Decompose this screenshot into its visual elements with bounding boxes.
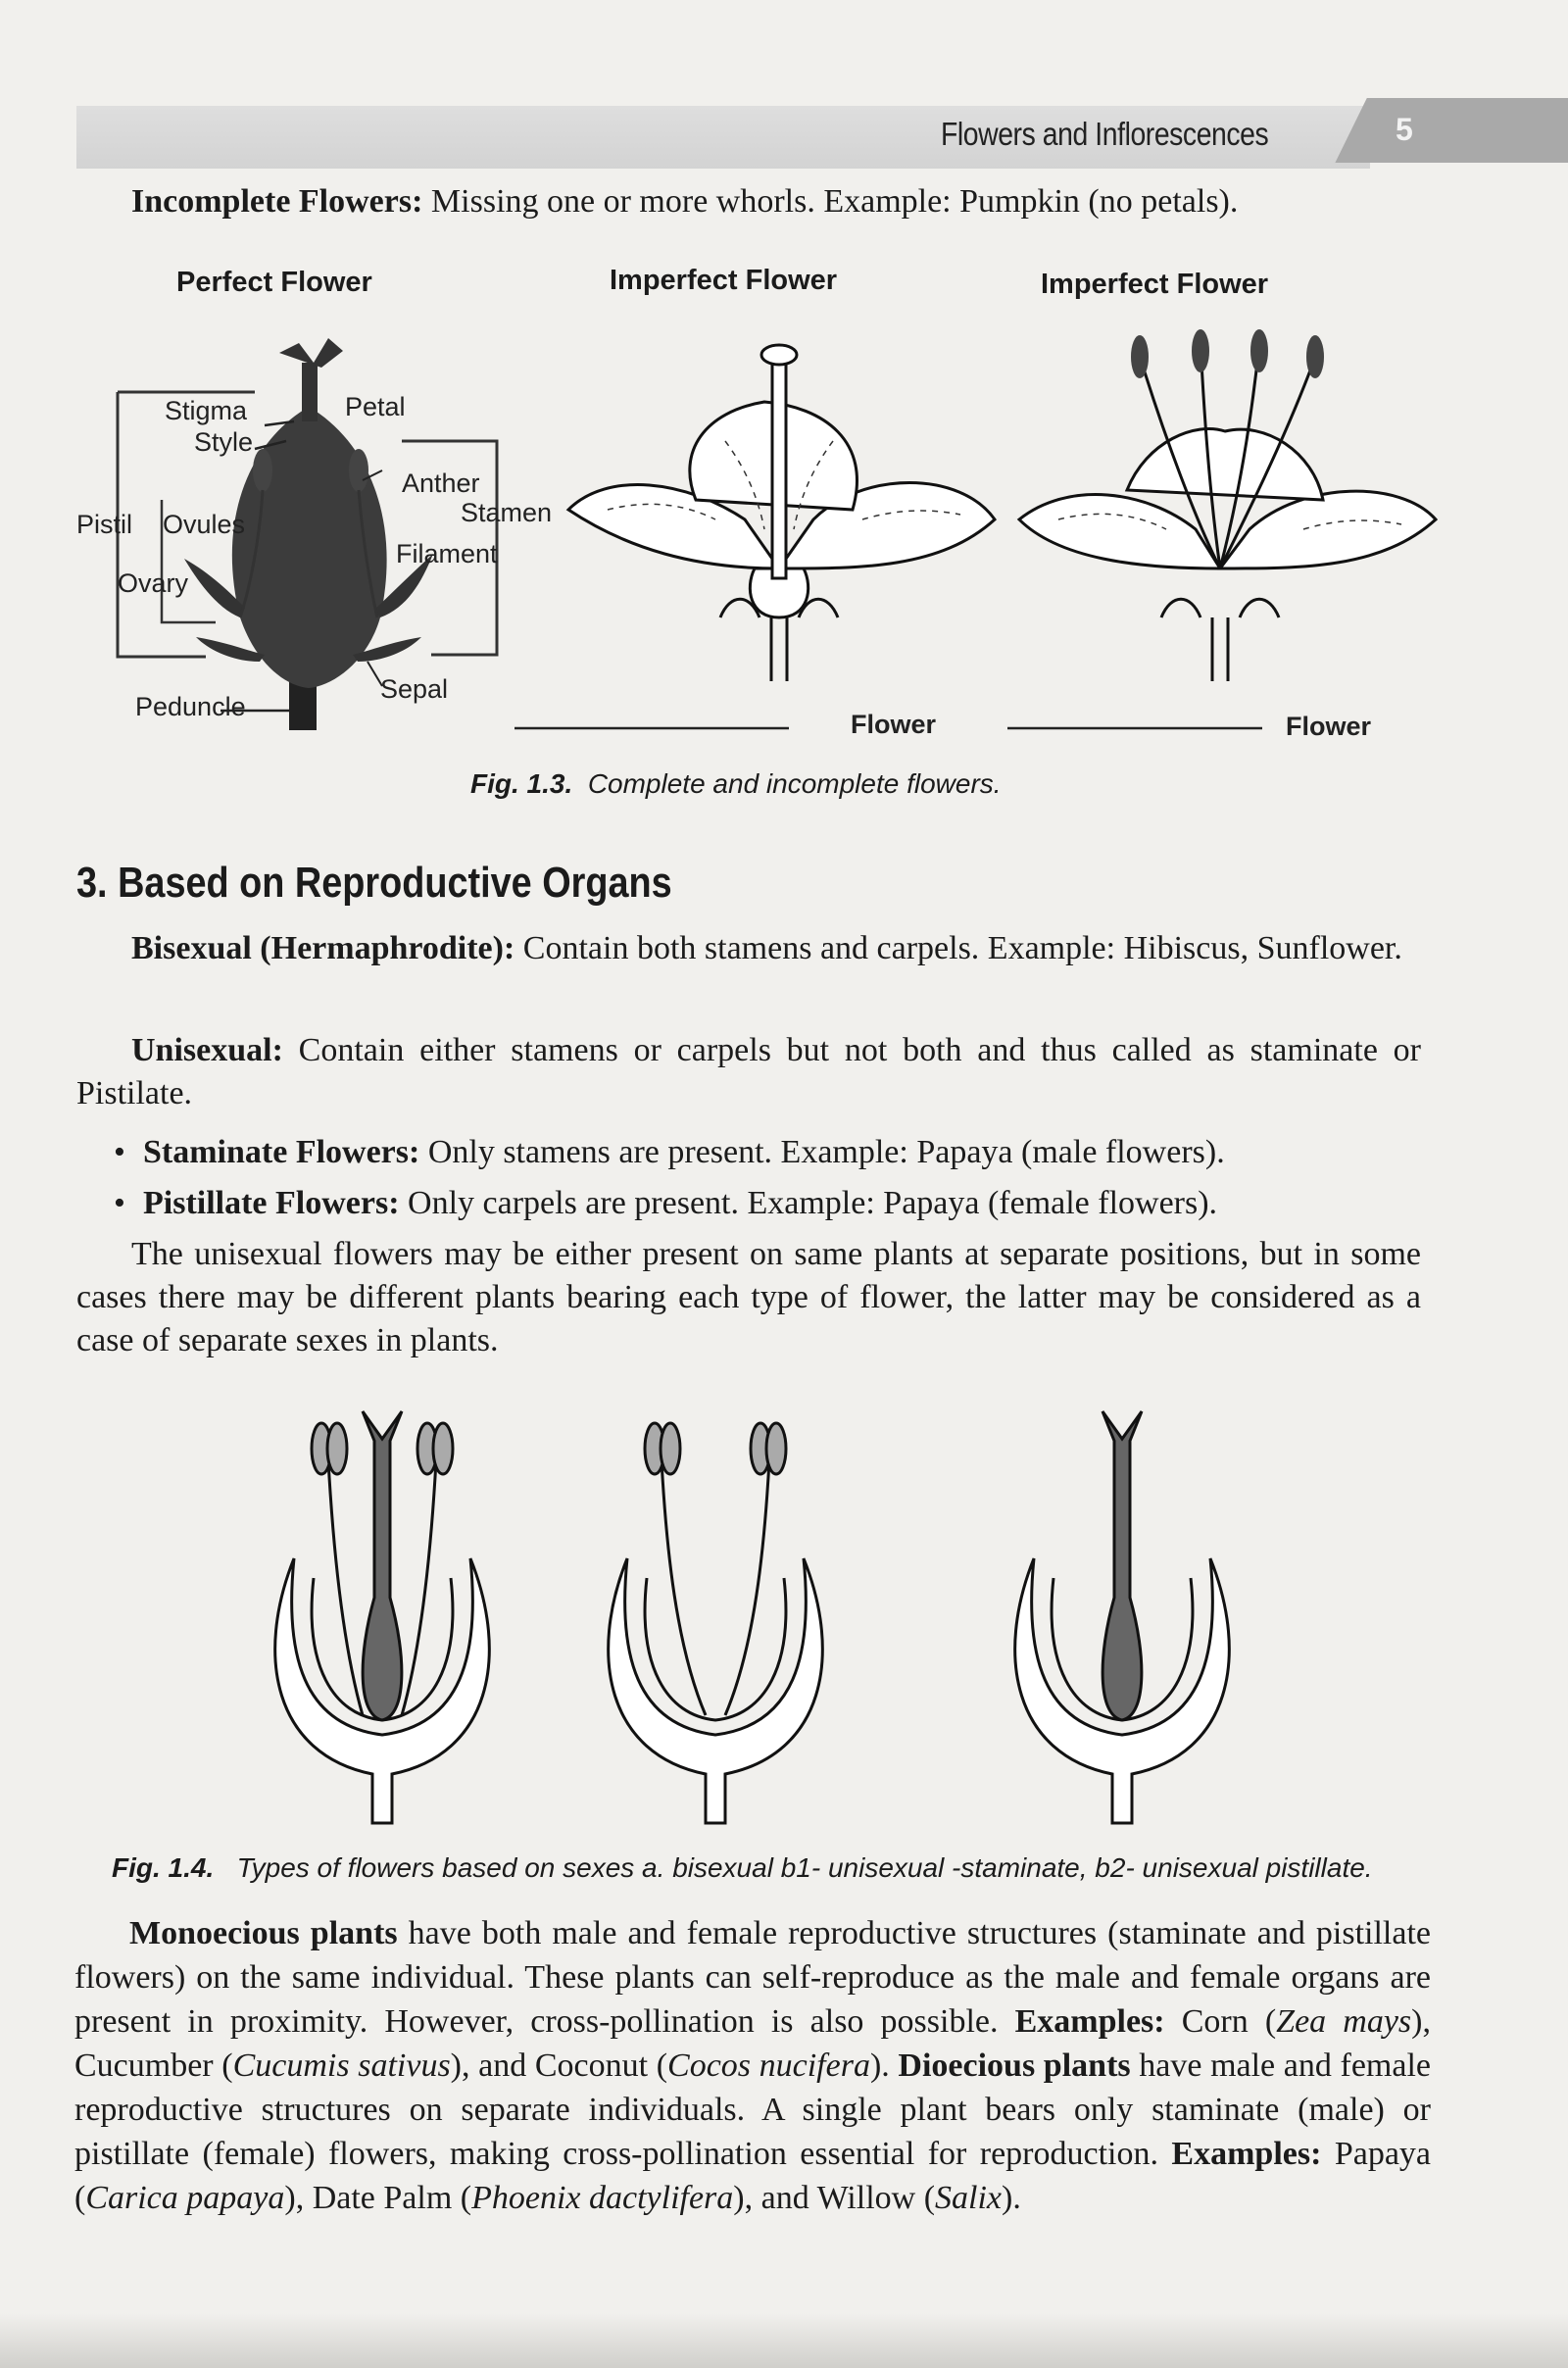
bullet-staminate-text: Only stamens are present. Example: Papaya (male flowers).: [419, 1134, 1225, 1170]
term-dioecious: Dioecious plants: [898, 2047, 1131, 2084]
species-phoenix: Phoenix dactylifera: [471, 2180, 734, 2216]
fig14-pistillate-flower: [975, 1402, 1269, 1833]
species-salix: Salix: [935, 2180, 1003, 2216]
incomplete-flowers-paragraph: [131, 180, 1405, 223]
section-heading: 3. Based on Reproductive Organs: [76, 859, 672, 907]
fig13-caption-number: Fig. 1.3.: [470, 768, 573, 799]
fig13-title-perfect: Perfect Flower: [176, 267, 372, 298]
label-anther: Anther: [402, 469, 480, 498]
unisexual-paragraph: [76, 1029, 1421, 1115]
label-examples-1: Examples:: [1014, 2003, 1165, 2040]
fig14-staminate-flower: [568, 1402, 862, 1833]
bullet-staminate: • Staminate Flowers: Only stamens are present. Example: Papaya (male flowers).: [114, 1134, 1225, 1170]
text-seg: have both male and female reproductive structures (staminate and pistillate flowers) on the same individual. These plants can self-reproduce as the male and female organs are present in proximity. However, cross-pollination is also possible.: [74, 1915, 1431, 2040]
bullet-pistillate-term: Pistillate Flowers:: [143, 1185, 400, 1221]
fig13-perfect-flower-diagram: [69, 323, 578, 735]
label-petal: Petal: [345, 392, 406, 421]
fig14-caption-text: Types of flowers based on sexes a. bisexual b1- unisexual -staminate, b2- unisexual pistillate.: [236, 1852, 1373, 1883]
bullet-staminate-term: Staminate Flowers:: [143, 1134, 420, 1170]
fig14-bisexual-flower: [235, 1402, 529, 1833]
unisexual-term: Unisexual:: [131, 1032, 283, 1068]
text-seg: ).: [1002, 2180, 1021, 2216]
monoecious-dioecious-paragraph: [74, 1911, 1431, 2220]
fig13-caption: [470, 768, 1002, 800]
label-sepal: Sepal: [380, 674, 449, 704]
incomplete-flowers-term: Incomplete Flowers:: [131, 183, 423, 220]
text-seg: Corn (: [1164, 2003, 1277, 2040]
text-seg: ).: [869, 2047, 899, 2084]
label-ovary: Ovary: [118, 568, 189, 598]
species-cocos: Cocos nucifera: [667, 2047, 870, 2084]
incomplete-flowers-text: Missing one or more whorls. Example: Pumpkin (no petals).: [422, 183, 1239, 220]
label-stamen: Stamen: [461, 498, 553, 527]
fig13-flower-rule-2: [1007, 725, 1262, 731]
text-seg: Papaya (: [74, 2136, 1431, 2216]
label-peduncle: Peduncle: [135, 692, 246, 721]
fig13-imperfect-flower-pistillate: [549, 323, 1009, 696]
bullet-pistillate-text: Only carpels are present. Example: Papaya (female flowers).: [399, 1185, 1218, 1221]
bisexual-term: Bisexual (Hermaphrodite):: [131, 930, 515, 966]
label-filament: Filament: [396, 539, 498, 568]
fig13-imperfect-flower-staminate: [1000, 323, 1460, 696]
label-ovules: Ovules: [163, 510, 246, 539]
running-header-title: Flowers and Inflorescences: [941, 116, 1269, 152]
species-cucumis: Cucumis sativus: [232, 2047, 451, 2084]
page-number: 5: [1396, 112, 1413, 147]
label-pistil: Pistil: [76, 510, 133, 539]
bisexual-paragraph: [76, 927, 1421, 970]
fig13-flower-label-2: Flower: [1286, 712, 1372, 741]
fig13-caption-text: Complete and incomplete flowers.: [587, 768, 1002, 799]
page-bottom-edge: [0, 2313, 1568, 2368]
text-seg: have male and female reproductive structures on separate individuals. A single plant bears only staminate (male) or pistillate (female) flowers, making cross-pollination essential for reproduction.: [74, 2047, 1431, 2172]
bullet-pistillate: • Pistillate Flowers: Only carpels are present. Example: Papaya (female flowers).: [114, 1185, 1218, 1221]
bisexual-text: Contain both stamens and carpels. Example: Hibiscus, Sunflower.: [514, 930, 1402, 966]
unisexual-note-paragraph: The unisexual flowers may be either present on same plants at separate positions, but in some cases there may be different plants bearing each type of flower, the latter may be considered as a case of separate sexes in plants.: [76, 1236, 1421, 1358]
fig13-flower-label-1: Flower: [851, 710, 937, 739]
fig13-title-imperfect-1: Imperfect Flower: [610, 265, 838, 296]
fig13-title-imperfect-2: Imperfect Flower: [1041, 269, 1269, 300]
label-stigma: Stigma: [165, 396, 248, 425]
fig14-caption-number: Fig. 1.4.: [112, 1852, 215, 1883]
species-carica: Carica papaya: [85, 2180, 285, 2216]
text-seg: ), Date Palm (: [284, 2180, 472, 2216]
unisexual-text: Contain either stamens or carpels but not both and thus called as staminate or Pistilate.: [76, 1032, 1421, 1111]
label-examples-2: Examples:: [1171, 2136, 1322, 2172]
term-monoecious: Monoecious plants: [129, 1915, 398, 1951]
fig13-flower-rule-1: [514, 725, 789, 731]
fig14-caption: [112, 1852, 1373, 1884]
label-style: Style: [194, 427, 254, 457]
text-seg: ), Cucumber (: [74, 2003, 1431, 2084]
species-zea-mays: Zea mays: [1276, 2003, 1412, 2040]
text-seg: ), and Coconut (: [450, 2047, 668, 2084]
text-seg: ), and Willow (: [733, 2180, 936, 2216]
